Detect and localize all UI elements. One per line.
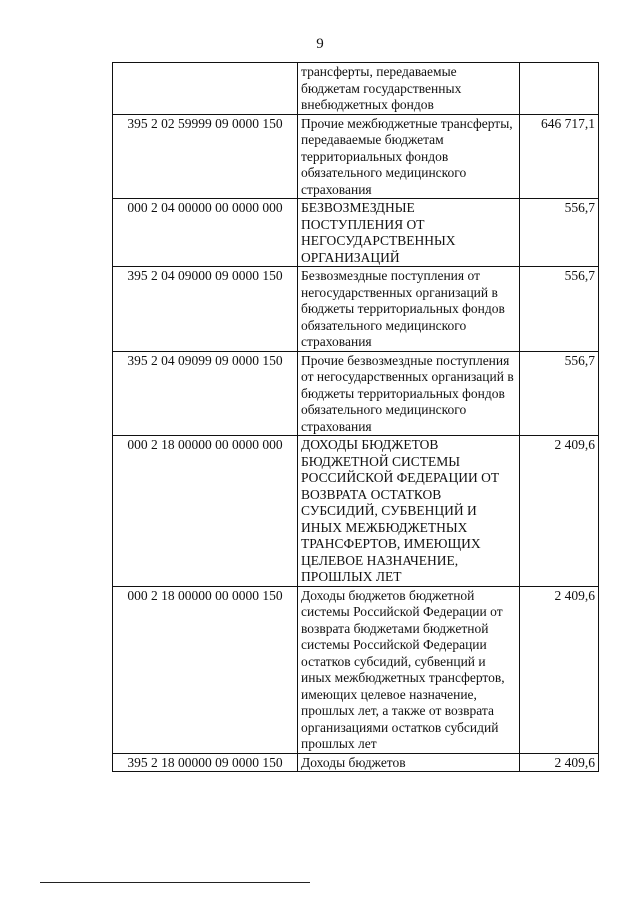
revenue-name-cell: БЕЗВОЗМЕЗДНЫЕ ПОСТУПЛЕНИЯ ОТ НЕГОСУДАРСТВЕННЫХ ОРГАНИЗАЦИЙ [298,199,520,267]
revenue-name-cell: ДОХОДЫ БЮДЖЕТОВ БЮДЖЕТНОЙ СИСТЕМЫ РОССИЙСКОЙ ФЕДЕРАЦИИ ОТ ВОЗВРАТА ОСТАТКОВ СУБСИДИЙ, СУБВЕНЦИЙ И ИНЫХ МЕЖБЮДЖЕТНЫХ ТРАНСФЕРТОВ, ИМЕЮЩИХ ЦЕЛЕВОЕ НАЗНАЧЕНИЕ, ПРОШЛЫХ ЛЕТ [298,436,520,587]
amount-cell: 2 409,6 [520,436,599,587]
revenue-name-cell: Прочие межбюджетные трансферты, передаваемые бюджетам территориальных фондов обязательного медицинского страхования [298,114,520,199]
budget-code-cell: 395 2 04 09099 09 0000 150 [113,351,298,436]
amount-cell: 2 409,6 [520,586,599,753]
amount-cell: 556,7 [520,267,599,352]
table-row [113,436,599,587]
amount-cell: 556,7 [520,351,599,436]
table-row [113,586,599,753]
revenue-name-cell: Безвозмездные поступления от негосударственных организаций в бюджеты территориальных фондов обязательного медицинского страхования [298,267,520,352]
page-number: 9 [316,36,324,52]
revenue-name-cell: Доходы бюджетов бюджетной системы Российской Федерации от возврата бюджетами бюджетной системы Российской Федерации остатков субсидий, субвенций и иных межбюджетных трансфертов, имеющих целевое назначение, прошлых лет, а также от возврата организациями остатков субсидий прошлых лет [298,586,520,753]
amount-cell: 556,7 [520,199,599,267]
table-row [113,114,599,199]
budget-code-cell: 000 2 04 00000 00 0000 000 [113,199,298,267]
table-row [113,351,599,436]
amount-cell: 2 409,6 [520,753,599,772]
amount-cell [520,63,599,115]
budget-code-cell: 395 2 04 09000 09 0000 150 [113,267,298,352]
table-row [113,753,599,772]
table-row [113,267,599,352]
budget-revenue-table [112,62,599,772]
footer-rule [40,882,310,883]
amount-cell: 646 717,1 [520,114,599,199]
budget-code-cell [113,63,298,115]
revenue-name-cell: трансферты, передаваемые бюджетам государственных внебюджетных фондов [298,63,520,115]
table-row [113,199,599,267]
table-row [113,63,599,115]
revenue-name-cell: Прочие безвозмездные поступления от негосударственных организаций в бюджеты территориальных фондов обязательного медицинского страхования [298,351,520,436]
revenue-name-cell: Доходы бюджетов [298,753,520,772]
budget-code-cell: 000 2 18 00000 00 0000 150 [113,586,298,753]
budget-code-cell: 395 2 02 59999 09 0000 150 [113,114,298,199]
budget-code-cell: 000 2 18 00000 00 0000 000 [113,436,298,587]
budget-table-body [113,63,599,772]
budget-code-cell: 395 2 18 00000 09 0000 150 [113,753,298,772]
